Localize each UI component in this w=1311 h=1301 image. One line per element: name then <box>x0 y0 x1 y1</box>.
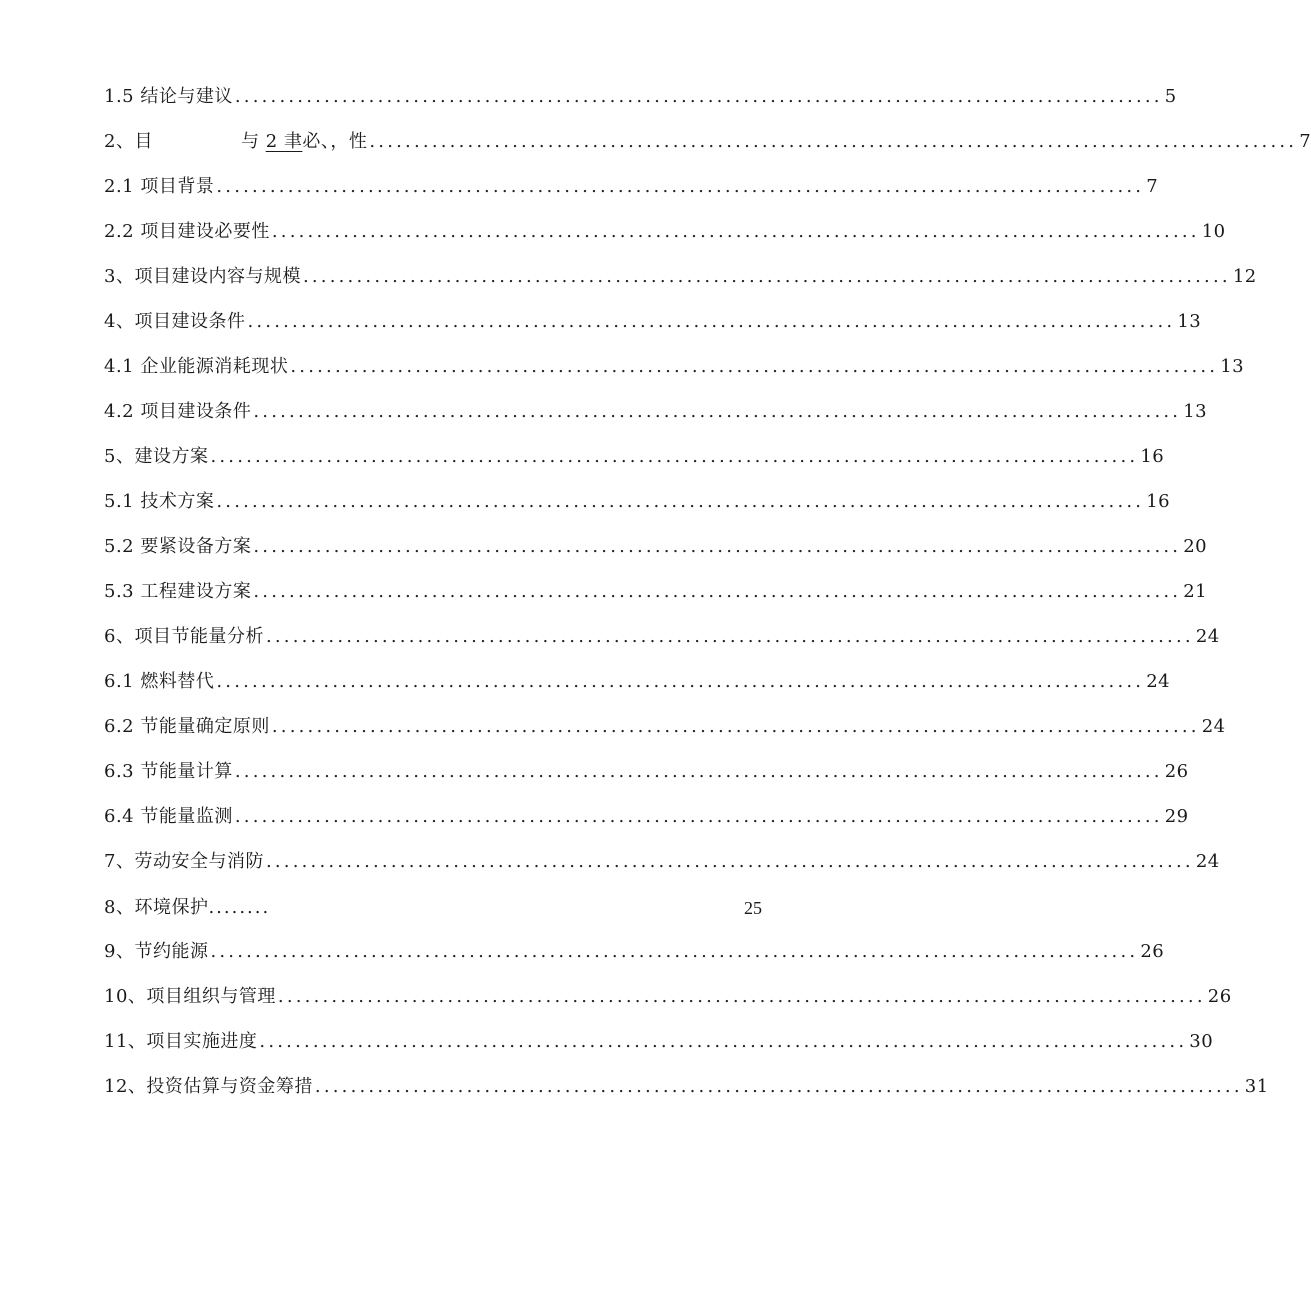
toc-entry <box>104 532 1208 562</box>
toc-entry <box>104 847 1220 877</box>
toc-entry-page: 21 <box>1183 581 1208 602</box>
toc-entry <box>104 622 1220 652</box>
toc-leader-dots: ........................................................................................................ <box>234 86 1163 107</box>
toc-entry-page: 31 <box>1244 1076 1269 1097</box>
toc-leader-dots: ........................................................................................................ <box>216 671 1145 692</box>
toc-entry-title-part: 与 <box>240 131 260 152</box>
toc-entry-page: 25 <box>744 898 762 918</box>
toc-entry-page: 30 <box>1189 1031 1214 1052</box>
toc-entry-page: 13 <box>1220 356 1245 377</box>
toc-entry <box>104 172 1159 202</box>
toc-entry <box>104 577 1208 607</box>
toc-entry <box>104 982 1232 1012</box>
toc-entry <box>104 1027 1214 1057</box>
toc-leader-dots: ........................................................................................................ <box>277 986 1206 1007</box>
toc-entry <box>104 442 1165 472</box>
toc-entry <box>104 1072 1269 1102</box>
toc-leader-dots: ........................................................................................................ <box>216 176 1145 197</box>
toc-leader-dots: ........................................................................................................ <box>271 221 1200 242</box>
toc-entry-page: 7 <box>1299 131 1311 152</box>
toc-leader-dots: ........................................................................................................ <box>216 491 1145 512</box>
toc-entry-title-part: 2 聿 <box>265 131 303 152</box>
toc-leader-dots: ........................................................................................................ <box>253 536 1182 557</box>
toc-entry-page: 10 <box>1201 221 1226 242</box>
toc-entry-title: 2.1 项目背景 <box>104 176 215 197</box>
toc-entry-title <box>104 127 367 157</box>
toc-leader-dots: ........................................................................................................ <box>253 401 1182 422</box>
toc-entry-page: 16 <box>1140 446 1165 467</box>
toc-entry-page: 26 <box>1140 941 1165 962</box>
toc-entry-title: 6.3 节能量计算 <box>104 761 233 782</box>
toc-leader-dots: ........................................................................................................ <box>369 131 1298 152</box>
toc-leader-dots: ........................................................................................................ <box>314 1076 1243 1097</box>
toc-leader-dots: ........ <box>208 897 271 918</box>
toc-entry-page: 24 <box>1195 851 1220 872</box>
toc-entry-page: 16 <box>1146 491 1171 512</box>
toc-entry-title: 5.1 技术方案 <box>104 491 215 512</box>
toc-entry <box>104 262 1257 292</box>
toc-entry <box>104 802 1189 832</box>
toc-entry <box>104 757 1189 787</box>
toc-entry <box>104 397 1208 427</box>
toc-entry-title: 11、项目实施进度 <box>104 1031 258 1052</box>
toc-entry-title: 8、环境保护 <box>104 897 209 918</box>
toc-entry-page: 7 <box>1146 176 1159 197</box>
toc-entry-title: 5、建设方案 <box>104 446 209 467</box>
toc-entry-title: 10、项目组织与管理 <box>104 986 276 1007</box>
toc-entry <box>104 127 1311 157</box>
toc-entry-title: 2.2 项目建设必要性 <box>104 221 270 242</box>
toc-entry <box>104 352 1245 382</box>
toc-entry-page: 5 <box>1164 86 1177 107</box>
toc-entry-page: 20 <box>1183 536 1208 557</box>
toc-entry-page: 29 <box>1164 806 1189 827</box>
toc-entry-title: 7、劳动安全与消防 <box>104 851 264 872</box>
toc-entry <box>104 307 1202 337</box>
toc-leader-dots: ........................................................................................................ <box>265 851 1194 872</box>
toc-entry <box>104 893 270 923</box>
toc-entry-page: 12 <box>1232 266 1257 287</box>
toc-entry-title: 1.5 结论与建议 <box>104 86 233 107</box>
toc-leader-dots: ........................................................................................................ <box>271 716 1200 737</box>
toc-leader-dots: ........................................................................................................ <box>265 626 1194 647</box>
toc-leader-dots: ........................................................................................................ <box>247 311 1176 332</box>
toc-entry <box>104 712 1226 742</box>
toc-leader-dots: ........................................................................................................ <box>290 356 1219 377</box>
toc-entry-page: 26 <box>1164 761 1189 782</box>
toc-entry-page: 13 <box>1177 311 1202 332</box>
toc-entry-title: 4、项目建设条件 <box>104 311 246 332</box>
toc-entry-title: 4.2 项目建设条件 <box>104 401 252 422</box>
toc-entry-title: 6.2 节能量确定原则 <box>104 716 270 737</box>
toc-entry-title: 6.4 节能量监测 <box>104 806 233 827</box>
toc-leader-dots: ........................................................................................................ <box>210 941 1139 962</box>
toc-entry-page: 24 <box>1146 671 1171 692</box>
toc-entry-page: 13 <box>1183 401 1208 422</box>
toc-entry-title: 5.3 工程建设方案 <box>104 581 252 602</box>
toc-entry-title: 4.1 企业能源消耗现状 <box>104 356 289 377</box>
toc-leader-dots: ........................................................................................................ <box>234 806 1163 827</box>
toc-entry-title: 5.2 要紧设备方案 <box>104 536 252 557</box>
toc-entry <box>104 217 1226 247</box>
toc-entry-title: 9、节约能源 <box>104 941 209 962</box>
toc-leader-dots: ........................................................................................................ <box>302 266 1231 287</box>
toc-leader-dots: ........................................................................................................ <box>259 1031 1188 1052</box>
toc-entry-title-part: 必、，性 <box>302 131 368 152</box>
toc-entry-page: 26 <box>1207 986 1232 1007</box>
toc-entry-title: 6、项目节能量分析 <box>104 626 264 647</box>
toc-leader-dots: ........................................................................................................ <box>253 581 1182 602</box>
toc-entry <box>104 667 1171 697</box>
toc-entry <box>104 487 1171 517</box>
toc-entry-title: 3、项目建设内容与规模 <box>104 266 301 287</box>
toc-entry-title-part: 2、目 <box>104 131 153 152</box>
toc-entry-page: 24 <box>1201 716 1226 737</box>
toc-leader-dots: ........................................................................................................ <box>234 761 1163 782</box>
toc-leader-dots: ........................................................................................................ <box>210 446 1139 467</box>
toc-entry-title: 6.1 燃料替代 <box>104 671 215 692</box>
toc-entry <box>104 937 1165 967</box>
toc-entry <box>104 82 1177 112</box>
toc-entry-page: 24 <box>1195 626 1220 647</box>
toc-entry-title: 12、投资估算与资金筹措 <box>104 1076 313 1097</box>
